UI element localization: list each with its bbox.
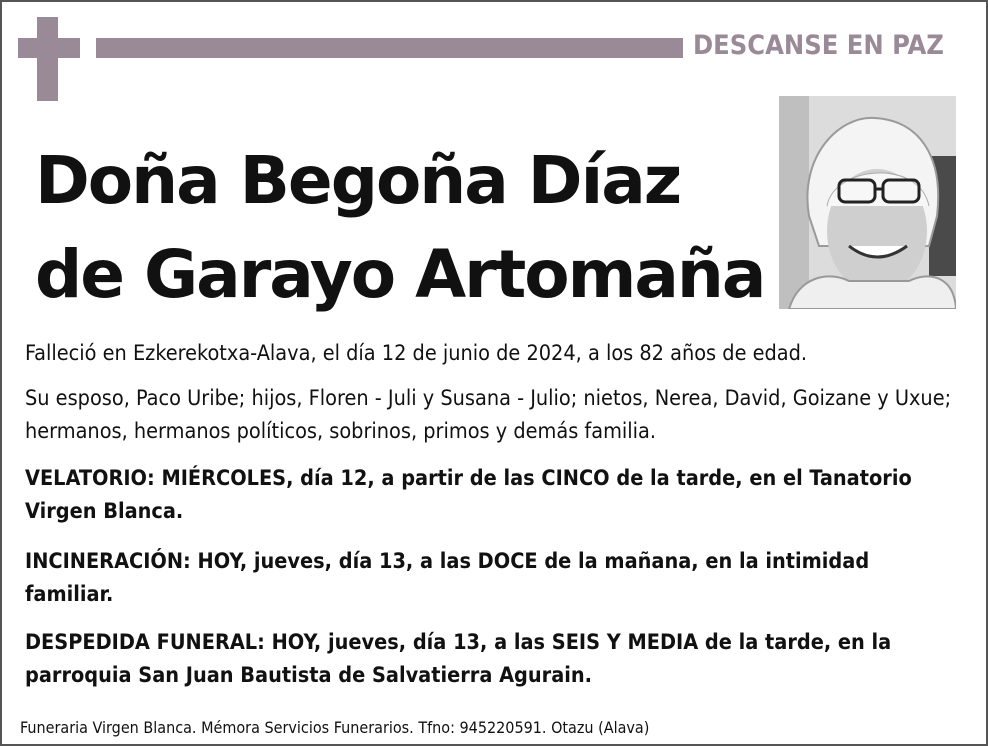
deceased-name [35, 134, 775, 322]
cross-icon [37, 17, 58, 101]
wake-paragraph: VELATORIO: MIÉRCOLES, día 12, a partir de las CINCO de la tarde, en el Tanatorio Virgen Blanca. [25, 466, 912, 524]
cross-icon-bar [18, 38, 80, 58]
family-paragraph: Su esposo, Paco Uribe; hijos, Floren - Juli y Susana - Julio; nietos, Nerea, David, Goizane y Uxue; hermanos, hermanos políticos, sobrinos, primos y demás familia. [25, 386, 952, 444]
cremation-paragraph: INCINERACIÓN: HOY, jueves, día 13, a las DOCE de la mañana, en la intimidad familiar. [25, 549, 870, 607]
funeral-home-footer: Funeraria Virgen Blanca. Mémora Servicios Funerarios. Tfno: 945220591. Otazu (Alava) [20, 718, 650, 737]
death-notice-line: Falleció en Ezkerekotxa-Alava, el día 12 de junio de 2024, a los 82 años de edad. [25, 341, 808, 366]
funeral-paragraph: DESPEDIDA FUNERAL: HOY, jueves, día 13, a las SEIS Y MEDIA de la tarde, en la parroquia San Juan Bautista de Salvatierra Agurain. [25, 630, 892, 688]
deceased-name-line2: de Garayo Artomaña [35, 236, 765, 313]
portrait-image [779, 96, 956, 309]
header-bar [96, 38, 683, 58]
header-label: DESCANSE EN PAZ [693, 30, 944, 61]
portrait-photo [779, 96, 956, 309]
deceased-name-line1: Doña Begoña Díaz [35, 142, 681, 219]
